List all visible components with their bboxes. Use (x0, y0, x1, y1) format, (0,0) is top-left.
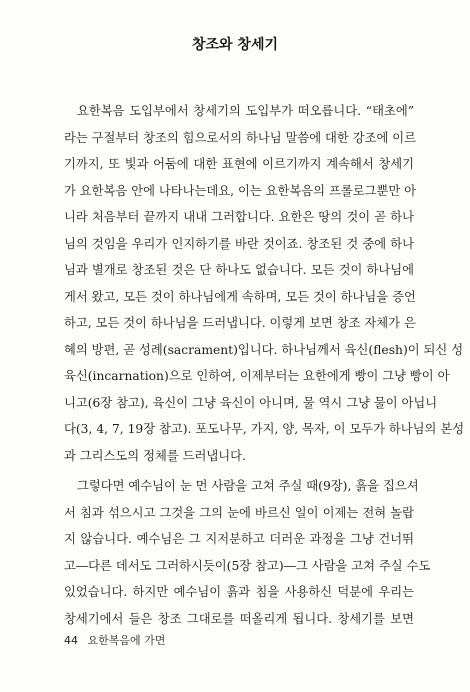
text-line: 과 그리스도의 정체를 드러냅니다. (64, 448, 246, 463)
text-line: 라는 구절부터 창조의 힘으로서의 하나님 말씀에 대한 강조에 이르 (64, 130, 416, 145)
text-line: 육신(incarnation)으로 인하여, 이제부터는 요한에게 빵이 그냥 빵이 아 (64, 369, 450, 383)
text-line: 그렇다면 예수님이 눈 먼 사람을 고쳐 주실 때(9장), 흙을 집으셔 (77, 479, 419, 493)
text-line: 다(3, 4, 7, 19장 참고). 포도나무, 가지, 양, 목자, 이 모두가 하나님의 본성 (64, 422, 465, 436)
paragraph-2 (64, 473, 431, 632)
paragraph-1 (64, 98, 465, 469)
text-line: 님의 것임을 우리가 인지하기를 바란 것이죠. 창조된 것 중에 하나 (64, 236, 414, 251)
text-line: 기까지, 또 빛과 어둠에 대한 표현에 이르기까지 계속해서 창세기 (64, 157, 414, 171)
text-line: 님과 별개로 창조된 것은 단 하나도 없습니다. 모든 것이 하나님에 (64, 263, 414, 277)
text-line: 가 요한복음 안에 나타나는데요, 이는 요한복음의 프롤로그뿐만 아 (64, 183, 416, 198)
text-line: 고―다른 데서도 그러하시듯이(5장 참고)―그 사람을 고쳐 주실 수도 (64, 558, 431, 573)
text-line: 창세기에서 들은 창조 그대로를 떠올리게 됩니다. 창세기를 보면 (64, 611, 414, 626)
text-line: 니라 처음부터 끝까지 내내 그러합니다. 요한은 땅의 것이 곧 하나 (64, 210, 414, 224)
page-number: 44 (64, 634, 78, 647)
chapter-title: 창조와 창세기 (191, 37, 279, 53)
text-line: 있었습니다. 하지만 예수님이 흙과 침을 사용하신 덕분에 우리는 (64, 585, 414, 599)
text-line: 요한복음 도입부에서 창세기의 도입부가 떠오릅니다. “태초에” (77, 104, 414, 118)
text-line: 혜의 방편, 곧 성례(sacrament)입니다. 하나님께서 육신(flesh)이 되신 성 (64, 342, 464, 357)
text-line: 니고(6장 참고), 육신이 그냥 육신이 아니며, 물 역시 그냥 물이 아닙니 (64, 395, 438, 410)
text-line: 게서 왔고, 모든 것이 하나님에게 속하며, 모든 것이 하나님을 증언 (64, 289, 416, 304)
book-title: 요한복음에 가면 (87, 634, 166, 647)
page-footer (64, 632, 165, 648)
text-line: 하고, 모든 것이 하나님을 드러냅니다. 이렇게 보면 창조 자체가 은 (64, 316, 416, 330)
text-line: 서 침과 섞으시고 그것을 그의 눈에 바르신 일이 이제는 전혀 놀랍 (64, 505, 414, 520)
text-line: 지 않습니다. 예수님은 그 지저분하고 더러운 과정을 그냥 건너뛰 (64, 532, 414, 546)
body-text (64, 98, 465, 632)
